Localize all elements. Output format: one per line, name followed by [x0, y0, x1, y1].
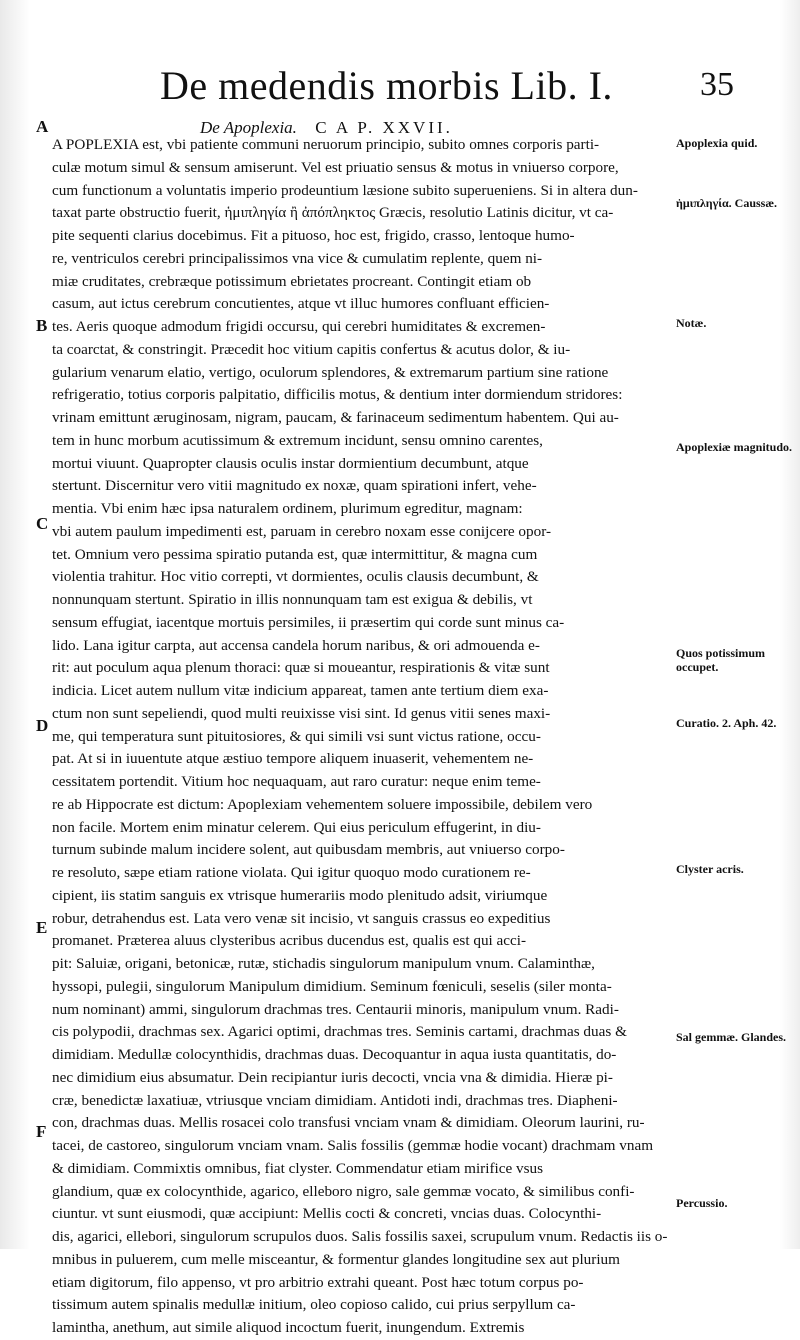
text-line: gularium venarum elatio, vertigo, oculorum splendores, & extremarum partium sine ratione	[52, 363, 609, 381]
text-line: tissimum autem spinalis medullæ initium, oleo copioso calido, cui prius serpyllum ca-	[52, 1296, 576, 1314]
margin-note-notae: Notæ.	[676, 316, 707, 330]
page-number: 35	[700, 66, 734, 103]
text-line: rit: aut poculum aqua plenum thoraci: quæ si moueantur, respirationis & vitæ sunt	[52, 659, 550, 677]
margin-note-caussae: ἡμιπληγία. Caussæ.	[676, 196, 777, 210]
text-line: non facile. Mortem enim minatur celerem. Qui eius periculum effugerint, in diu-	[52, 818, 541, 836]
text-line: cum functionum a voluntatis imperio prodeuntium læsione subito superueniens. Si in altera dun-	[52, 181, 638, 199]
text-line: lido. Lana igitur carpta, aut accensa candela horum naribus, & ori admouenda e-	[52, 636, 540, 654]
text-line: cis polypodii, drachmas sex. Agarici optimi, drachmas tres. Seminis cartami, drachmas duas &	[52, 1023, 627, 1041]
margin-note-apoplexia-quid: Apoplexia quid.	[676, 136, 758, 150]
text-line: refrigeratio, totius corporis palpitatio, difficilis motus, & dentium inter dormiendum stridores:	[52, 386, 623, 404]
text-line: cræ, benedictæ laxatiuæ, vtriusque vnciam dimidiam. Antidoti indi, drachmas tres. Diapheni-	[52, 1091, 618, 1109]
margin-note-magnitudo: Apoplexiæ magnitudo.	[676, 440, 793, 454]
text-line: pite sequenti clarius docebimus. Fit a pituoso, hoc est, frigido, crasso, lentoque humo-	[52, 227, 575, 244]
text-line: dimidiam. Medullæ colocynthidis, drachmas duas. Decoquantur in aqua iusta quantitatis, do-	[52, 1046, 617, 1063]
text-line: nec dimidium eius absumatur. Dein recipiantur iuris decocti, vncia vna & dimidia. Hieræ pi-	[52, 1068, 613, 1086]
text-line: vrinam emittunt æruginosam, nigram, paucam, & farinaceum sedimentum habentem. Qui au-	[52, 409, 619, 426]
text-line: cipient, iis statim sanguis ex vtrisque humerariis modo plenitudo adsit, viriumque	[52, 886, 548, 904]
text-line: violentia trahitur. Hoc vitio correpti, vt dormientes, oculis clausis decumbunt, &	[52, 568, 539, 586]
text-line: sensum effugiat, iacentque mortuis persimiles, ii præsertim qui corde sunt minus ca-	[52, 613, 565, 631]
margin-note-curatio: Curatio. 2. Aph. 42.	[676, 716, 777, 730]
text-line: glandium, quæ ex colocynthide, agarico, elleboro nigro, sale gemmæ vocato, & similibus confi-	[52, 1182, 635, 1200]
text-line: vbi autem paulum impedimenti est, paruam in cerebro noxam esse conijcere opor-	[52, 522, 552, 540]
section-letter-c: C	[36, 514, 49, 533]
text-line: tacei, de castoreo, singulorum vnciam vnam. Salis fossilis (gemmæ hodie vocant) drachmam vnam	[52, 1137, 654, 1154]
text-line: mentia. Vbi enim hæc ipsa naturalem ordinem, plurimum egreditur, magnam:	[52, 500, 523, 517]
text-line: ctum non sunt sepeliendi, quod multi reuixisse visi sint. Id genus vitii senes maxi-	[52, 704, 551, 722]
text-line: nonnunquam stertunt. Spiratio in illis nonnunquam tam est exigua & debilis, vt	[52, 591, 533, 608]
margin-note-quos-occupet: Quos potissimum occupet.	[676, 646, 766, 674]
text-line: tes. Aeris quoque admodum frigidi occursu, qui cerebri humiditates & excremen-	[52, 318, 546, 335]
text-line: lamintha, anethum, aut simile aliquod incoctum fuerit, inungendum. Extremis	[52, 1319, 525, 1336]
text-line: & dimidiam. Commixtis omnibus, fiat clyster. Commendatur etiam mirifice vsus	[52, 1159, 544, 1177]
body-text	[38, 134, 668, 1340]
section-letter-d: D	[36, 716, 49, 735]
text-line: culæ motum simul & sensum amiserunt. Vel est priuatio sensus & motus in vniuerso corpore,	[52, 158, 619, 176]
text-line: num nominant) ammi, singulorum drachmas tres. Centaurii minoris, manipulum vnum. Radi-	[52, 1000, 619, 1018]
section-letter-a: A	[36, 117, 49, 136]
text-line: ciuntur. vt sunt eiusmodi, quæ accipiunt: Mellis cocti & concreti, vncias duas. Colocynthi-	[52, 1205, 602, 1223]
text-line: A POPLEXIA est, vbi patiente communi neruorum principio, subito omnes corporis parti-	[52, 136, 600, 153]
text-line: ta coarctat, & constringit. Præcedit hoc vitium capitis confertus & acutus dolor, & iu-	[52, 340, 571, 358]
text-line: mortui viuunt. Quapropter clausis oculis instar dormientium decumbunt, atque	[52, 454, 529, 472]
text-line: promanet. Præterea aluus clysteribus acribus ducendus est, qualis est qui acci-	[52, 932, 527, 950]
chapter-subject: De Apoplexia.	[200, 118, 297, 137]
margin-note-percussio: Percussio.	[676, 1196, 728, 1210]
text-line: pit: Saluiæ, origani, betonicæ, rutæ, stichadis singulorum manipulum vnum. Calaminthæ,	[52, 955, 595, 972]
text-line: re ab Hippocrate est dictum: Apoplexiam vehementem soluere impossibile, debilem vero	[52, 795, 593, 813]
text-line: robur, detrahendus est. Lata vero venæ sit incisio, vt sanguis crassus eo expeditius	[52, 909, 551, 927]
text-line: cessitatem portendit. Vitium hoc nequaquam, aut raro curatur: neque enim teme-	[52, 773, 541, 790]
section-letter-b: B	[36, 316, 48, 335]
text-line: pat. At si in iuuentute atque æstiuo tempore aliquem inuaserit, vehementem ne-	[52, 750, 534, 768]
margin-note-clyster: Clyster acris.	[676, 862, 744, 876]
text-line: mnibus in puluerem, cum melle misceantur, & formentur glandes longitudine sex aut plurium	[52, 1250, 620, 1268]
text-line: tet. Omnium vero pessima spiratio putanda est, quæ intermittitur, & magna cum	[52, 545, 538, 563]
text-line: etiam digitorum, filo appenso, vt pro arbitrio extrahi queant. Post hæc totum corpus po-	[52, 1273, 584, 1291]
running-header-title: De medendis morbis Lib. I.	[160, 63, 613, 108]
text-line: casum, aut ictus cerebrum concutientes, atque vt illuc humores confluant efficien-	[52, 295, 550, 313]
margin-note-sal-gemmae: Sal gemmæ. Glandes.	[676, 1030, 787, 1044]
text-line: hyssopi, pulegii, singulorum Manipulum dimidium. Seminum fœniculi, seselis (siler monta-	[52, 977, 612, 995]
section-letter-f: F	[36, 1122, 47, 1141]
text-line: re, ventriculos cerebri principalissimos vna vice & cumulatim replente, quem ni-	[52, 249, 543, 267]
text-line: stertunt. Discernitur vero vitii magnitudo ex noxæ, quam spirationi infert, vehe-	[52, 477, 537, 495]
text-line: dis, agarici, ellebori, singulorum scrupulos duos. Salis fossilis saxei, scrupulum vnum. Redactis iis o-	[52, 1228, 668, 1245]
text-line: miæ cruditates, crebræque potissimum ebrietates procreant. Contingit etiam ob	[52, 272, 532, 290]
text-line: tem in hunc morbum acutissimum & extremum incidunt, sensu omnino carentes,	[52, 431, 543, 449]
text-line: re resoluto, sæpe etiam ratione violata. Qui igitur quoquo modo curationem re-	[52, 864, 531, 881]
text-line: me, qui temperatura sunt pituitosiores, & qui simili vsi sunt victus ratione, occu-	[52, 727, 541, 745]
text-line: taxat parte obstructio fuerit, ἡμιπληγία ἢ ἀπόπληκτος Græcis, resolutio Latinis dicitur, vt ca-	[52, 204, 614, 222]
text-line: con, drachmas duas. Mellis rosacei colo transfusi vnciam vnam & dimidiam. Oleorum laurini, ru-	[52, 1114, 645, 1132]
text-line: indicia. Licet autem nullum vitæ indicium appareat, tamen ante tertium diem exa-	[52, 682, 549, 699]
section-letter-e: E	[36, 918, 48, 937]
chapter-number: C A P. XXVII.	[315, 118, 453, 137]
text-line: turnum subinde malum incidere solent, aut quibusdam membris, aut vniuerso corpo-	[52, 841, 565, 859]
